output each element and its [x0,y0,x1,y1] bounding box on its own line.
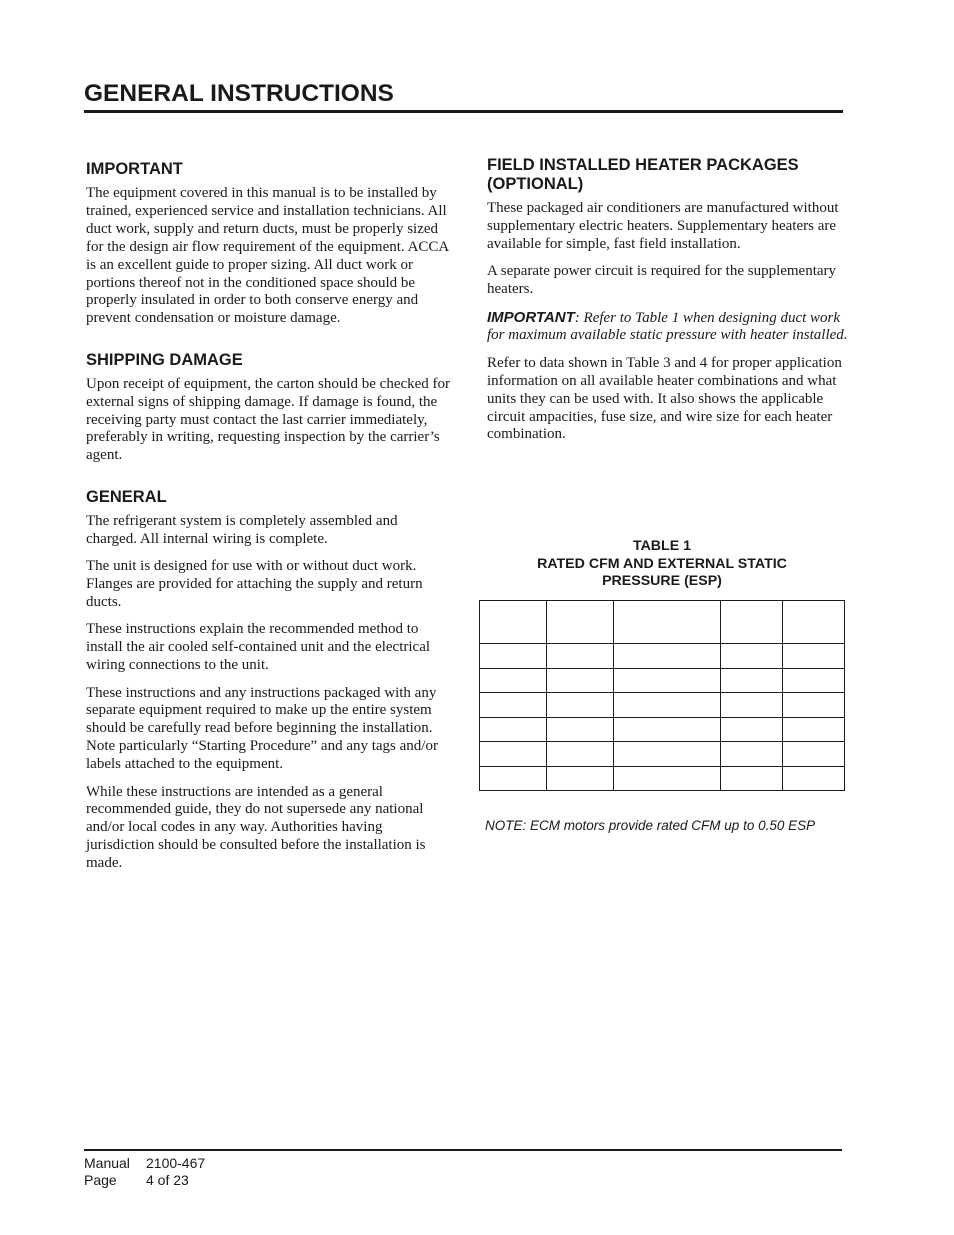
important-label: IMPORTANT [487,308,575,326]
table-cell [721,601,783,644]
left-column [86,160,451,883]
table-cell [783,717,845,742]
table-cell [547,668,614,693]
page-footer [84,1155,205,1189]
table-cell [547,693,614,718]
table-cell [721,766,783,791]
general-paragraph: While these instructions are intended as a general recommended guide, they do not supersede any national and/or local codes in any way. Authorities having jurisdiction should be consulted before the installation is made. [86,783,426,872]
table-cell [614,693,721,718]
table-note: NOTE: ECM motors provide rated CFM up to 0.50 ESP [485,818,816,833]
shipping-damage-paragraph: Upon receipt of equipment, the carton should be checked for external signs of shipping damage. If damage is found, the receiving party must contact the last carrier immediately, preferably in writing, requesting inspection by the carrier’s agent. [86,375,451,464]
table-cell [480,742,547,767]
table-cell [614,601,721,644]
table-cell [614,668,721,693]
general-heading: GENERAL [86,487,167,506]
table-cell [783,668,845,693]
table-cell [721,717,783,742]
heater-important-paragraph [487,309,849,346]
important-heading: IMPORTANT [86,160,183,178]
table-title-line: RATED CFM AND EXTERNAL STATIC [537,555,787,572]
general-paragraph: The refrigerant system is completely assembled and charged. All internal wiring is complete. [86,512,398,547]
table-cell [480,601,547,644]
table-cell [721,644,783,669]
heater-packages-heading: FIELD INSTALLED HEATER PACKAGES (OPTIONAL) [487,156,799,193]
table-row [480,668,845,693]
general-paragraph: The unit is designed for use with or without duct work. Flanges are provided for attaching the supply and return ducts. [86,558,423,610]
table-cell [783,693,845,718]
table-cell [547,742,614,767]
rated-cfm-table [479,600,845,791]
manual-label: Manual [84,1155,130,1171]
table-cell [547,717,614,742]
title-divider [84,110,843,113]
page-label: Page [84,1172,117,1188]
table-cell [480,644,547,669]
table-cell [783,601,845,644]
general-paragraph: These instructions and any instructions packaged with any separate equipment required to make up the entire system should be carefully read before beginning the installation. Note particularly “Starting Procedure” and any tags and/or labels attached to the equipment. [86,684,438,773]
heater-paragraph: A separate power circuit is required for the supplementary heaters. [487,263,837,298]
shipping-damage-heading: SHIPPING DAMAGE [86,350,243,369]
table-row [480,717,845,742]
table-cell [614,644,721,669]
table-cell [480,668,547,693]
table-header-row [480,601,845,644]
table-cell [480,766,547,791]
table-cell [614,742,721,767]
table-cell [547,766,614,791]
table-row [480,742,845,767]
table-cell [547,644,614,669]
table-title-line: PRESSURE (ESP) [602,573,722,590]
page-title: GENERAL INSTRUCTIONS [84,80,394,107]
important-note-text: : Refer to Table 1 when designing duct work for maximum available static pressure with heater installed. [487,309,848,344]
table-cell [721,668,783,693]
table-row [480,766,845,791]
table-cell [721,693,783,718]
general-paragraph: These instructions explain the recommended method to install the air cooled self-contained unit and the electrical wiring connections to the unit. [86,621,431,674]
table-cell [480,717,547,742]
table-cell [614,766,721,791]
table-number: TABLE 1 [632,538,692,554]
table-cell [547,601,614,644]
right-column [487,156,849,454]
table-cell [783,742,845,767]
table-row [480,693,845,718]
heater-paragraph: These packaged air conditioners are manufactured without supplementary electric heaters. Supplementary heaters are available for simple, fast field installation. [487,200,839,252]
table-cell [783,644,845,669]
table-cell [614,717,721,742]
footer-divider [84,1149,842,1151]
page-number: 4 of 23 [146,1172,189,1188]
table-row [480,644,845,669]
table-cell [783,766,845,791]
heater-paragraph: Refer to data shown in Table 3 and 4 for proper application information on all available heater combinations and what units they can be used with. It also shows the applicable circuit ampacities, fuse size, and wire size for each heater combination. [487,354,842,443]
manual-number: 2100-467 [146,1155,206,1171]
table-cell [480,693,547,718]
table-cell [721,742,783,767]
important-paragraph: The equipment covered in this manual is to be installed by trained, experienced service and installation technicians. All duct work, supply and return ducts, must be properly sized for the design air flow requirement of the equipment. ACCA is an excellent guide to proper sizing. All duct work or portions thereof not in the conditioned space should be properly insulated in order to both conserve energy and prevent condensation or moisture damage. [86,185,449,327]
table-caption [479,538,845,591]
